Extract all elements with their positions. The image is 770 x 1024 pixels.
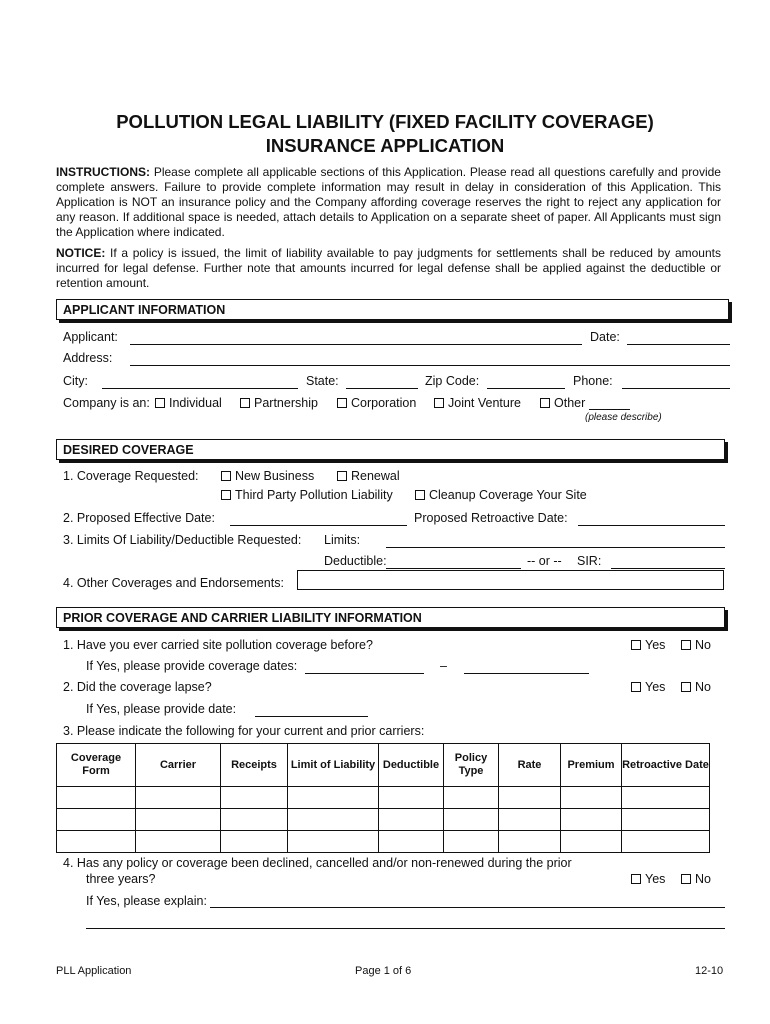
- checkbox-corporation[interactable]: [337, 398, 347, 408]
- checkbox-partnership[interactable]: [240, 398, 250, 408]
- table-cell[interactable]: [499, 787, 561, 809]
- table-cell[interactable]: [221, 831, 288, 853]
- option-individual[interactable]: [155, 396, 222, 410]
- or-separator: -- or --: [527, 554, 562, 568]
- table-cell[interactable]: [288, 787, 379, 809]
- applicant-label: Applicant:: [63, 330, 118, 344]
- option-corporation-label: Corporation: [351, 396, 417, 410]
- checkbox-renewal[interactable]: [337, 471, 347, 481]
- prior-q2-no[interactable]: [681, 680, 711, 694]
- option-partnership-label: Partnership: [254, 396, 318, 410]
- header-retroactive-date: Retroactive Date: [622, 744, 710, 787]
- phone-label: Phone:: [573, 374, 613, 388]
- city-label: City:: [63, 374, 88, 388]
- header-limit-of-liability: Limit of Liability: [288, 744, 379, 787]
- q2-effective-date: 2. Proposed Effective Date:: [63, 511, 215, 525]
- table-cell[interactable]: [622, 809, 710, 831]
- prior-q2-yes[interactable]: [631, 680, 665, 694]
- renewal-label: Renewal: [351, 469, 400, 483]
- q4-other-coverages: 4. Other Coverages and Endorsements:: [63, 576, 284, 590]
- table-cell[interactable]: [379, 809, 444, 831]
- footer-left: PLL Application: [56, 965, 132, 977]
- limits-label: Limits:: [324, 533, 361, 547]
- footer-right: 12-10: [695, 965, 724, 977]
- q4-no-label: No: [695, 872, 711, 886]
- option-other[interactable]: [540, 396, 585, 410]
- explain-label: If Yes, please explain:: [86, 894, 207, 908]
- q1-yes-label: Yes: [645, 638, 666, 652]
- title-line-1: POLLUTION LEGAL LIABILITY (FIXED FACILITY COVERAGE): [116, 111, 654, 132]
- notice-paragraph: [56, 246, 721, 291]
- cleanup-label: Cleanup Coverage Your Site: [429, 488, 587, 502]
- address-label: Address:: [63, 351, 113, 365]
- retroactive-date-field[interactable]: [578, 525, 725, 526]
- checkbox-joint-venture[interactable]: [434, 398, 444, 408]
- option-renewal[interactable]: [337, 469, 400, 483]
- explain-field-line-1[interactable]: [210, 907, 725, 908]
- lapse-date-label: If Yes, please provide date:: [86, 702, 237, 716]
- table-cell[interactable]: [57, 831, 136, 853]
- applicant-field[interactable]: [130, 344, 582, 345]
- checkbox-new-business[interactable]: [221, 471, 231, 481]
- carrier-table: [56, 743, 710, 853]
- company-type-label: Company is an:: [63, 396, 150, 410]
- carrier-table-header: [57, 744, 710, 787]
- option-joint-venture[interactable]: [434, 396, 521, 410]
- table-row: [57, 809, 710, 831]
- header-carrier: Carrier: [136, 744, 221, 787]
- table-cell[interactable]: [561, 809, 622, 831]
- other-describe-field[interactable]: [589, 409, 630, 410]
- prior-q4-yes[interactable]: [631, 872, 665, 886]
- title-line-2: INSURANCE APPLICATION: [265, 135, 505, 156]
- checkbox-q1-no[interactable]: [681, 640, 691, 650]
- phone-field[interactable]: [622, 388, 730, 389]
- header-premium: Premium: [561, 744, 622, 787]
- state-field[interactable]: [346, 388, 418, 389]
- header-deductible: Deductible: [379, 744, 444, 787]
- table-row: [57, 787, 710, 809]
- table-cell[interactable]: [221, 787, 288, 809]
- zip-field[interactable]: [487, 388, 565, 389]
- checkbox-q1-yes[interactable]: [631, 640, 641, 650]
- coverage-date-from-field[interactable]: [305, 673, 424, 674]
- checkbox-third-party[interactable]: [221, 490, 231, 500]
- header-coverage-form: Coverage Form: [57, 744, 136, 787]
- table-cell[interactable]: [444, 831, 499, 853]
- option-partnership[interactable]: [240, 396, 318, 410]
- explain-field-line-2[interactable]: [86, 928, 725, 929]
- please-describe-note: (please describe): [585, 412, 662, 423]
- option-other-label: Other: [554, 396, 586, 410]
- table-row: [57, 831, 710, 853]
- coverage-dates-label: If Yes, please provide coverage dates:: [86, 659, 298, 673]
- table-cell[interactable]: [444, 809, 499, 831]
- header-policy-type: Policy Type: [444, 744, 499, 787]
- new-business-label: New Business: [235, 469, 315, 483]
- table-cell[interactable]: [57, 787, 136, 809]
- state-label: State:: [306, 374, 339, 388]
- prior-q1-yes[interactable]: [631, 638, 665, 652]
- prior-q3: 3. Please indicate the following for your current and prior carriers:: [63, 724, 425, 738]
- table-cell[interactable]: [288, 831, 379, 853]
- address-field[interactable]: [130, 365, 730, 366]
- section-applicant-heading: APPLICANT INFORMATION: [56, 299, 729, 320]
- checkbox-q2-no[interactable]: [681, 682, 691, 692]
- instructions-text: Please complete all applicable sections of this Application. Please read all questions carefully and provide complete answers. Failure to provide complete information may result in delay in consideration of this Application. This Application is NOT an insurance policy and the Company affording coverage reserves the right to reject any application for any reason. If additional space is needed, attach details to Application on a separate sheet of paper. All Applicants must sign the Application where indicated.: [56, 165, 721, 239]
- coverage-date-to-field[interactable]: [464, 673, 589, 674]
- table-cell[interactable]: [561, 831, 622, 853]
- other-coverages-box[interactable]: [297, 570, 724, 590]
- checkbox-cleanup[interactable]: [415, 490, 425, 500]
- effective-date-field[interactable]: [230, 525, 407, 526]
- q2-yes-label: Yes: [645, 680, 666, 694]
- table-cell[interactable]: [561, 787, 622, 809]
- table-cell[interactable]: [57, 809, 136, 831]
- notice-label: NOTICE:: [56, 246, 106, 260]
- footer-page-number: Page 1 of 6: [355, 965, 412, 977]
- q4-yes-label: Yes: [645, 872, 666, 886]
- checkbox-q2-yes[interactable]: [631, 682, 641, 692]
- third-party-label: Third Party Pollution Liability: [235, 488, 393, 502]
- table-cell[interactable]: [379, 787, 444, 809]
- q2-no-label: No: [695, 680, 711, 694]
- table-cell[interactable]: [136, 809, 221, 831]
- deductible-label: Deductible:: [324, 554, 387, 568]
- prior-q4-line2: three years?: [86, 872, 156, 886]
- deductible-field[interactable]: [386, 568, 521, 569]
- sir-label: SIR:: [577, 554, 602, 568]
- notice-text: If a policy is issued, the limit of liability available to pay judgments for settlements shall be reduced by amounts incurred for legal defense. Further note that amounts incurred for legal defense shall be applied against the deductible or retention amount.: [56, 246, 721, 290]
- option-individual-label: Individual: [169, 396, 222, 410]
- option-cleanup[interactable]: [415, 488, 587, 502]
- date-label: Date:: [590, 330, 620, 344]
- table-cell[interactable]: [379, 831, 444, 853]
- table-cell[interactable]: [622, 787, 710, 809]
- table-cell[interactable]: [444, 787, 499, 809]
- limits-field[interactable]: [386, 547, 725, 548]
- checkbox-q4-no[interactable]: [681, 874, 691, 884]
- table-cell[interactable]: [499, 831, 561, 853]
- table-cell[interactable]: [499, 809, 561, 831]
- sir-field[interactable]: [611, 568, 725, 569]
- option-joint-venture-label: Joint Venture: [448, 396, 521, 410]
- prior-q2: 2. Did the coverage lapse?: [63, 680, 212, 694]
- q1-no-label: No: [695, 638, 711, 652]
- checkbox-q4-yes[interactable]: [631, 874, 641, 884]
- option-third-party[interactable]: [221, 488, 393, 502]
- instructions-label: INSTRUCTIONS:: [56, 165, 150, 179]
- q1-coverage-requested: 1. Coverage Requested:: [63, 469, 199, 483]
- prior-q4-no[interactable]: [681, 872, 711, 886]
- lapse-date-field[interactable]: [255, 716, 368, 717]
- q3-limits-deductible: 3. Limits Of Liability/Deductible Requested:: [63, 533, 302, 547]
- section-desired-heading: DESIRED COVERAGE: [56, 439, 725, 460]
- header-rate: Rate: [499, 744, 561, 787]
- checkbox-other[interactable]: [540, 398, 550, 408]
- date-range-dash: –: [440, 659, 447, 673]
- checkbox-individual[interactable]: [155, 398, 165, 408]
- option-new-business[interactable]: [221, 469, 314, 483]
- zip-label: Zip Code:: [425, 374, 480, 388]
- table-cell[interactable]: [288, 809, 379, 831]
- table-cell[interactable]: [622, 831, 710, 853]
- instructions-paragraph: [56, 165, 721, 240]
- retroactive-date-label: Proposed Retroactive Date:: [414, 511, 568, 525]
- option-corporation[interactable]: [337, 396, 416, 410]
- table-cell[interactable]: [221, 809, 288, 831]
- city-field[interactable]: [102, 388, 298, 389]
- table-cell[interactable]: [136, 831, 221, 853]
- header-receipts: Receipts: [221, 744, 288, 787]
- date-field[interactable]: [627, 344, 730, 345]
- prior-q1: 1. Have you ever carried site pollution coverage before?: [63, 638, 373, 652]
- prior-q1-no[interactable]: [681, 638, 711, 652]
- prior-q4-line1: 4. Has any policy or coverage been declined, cancelled and/or non-renewed during the prior: [63, 856, 572, 870]
- table-cell[interactable]: [136, 787, 221, 809]
- section-prior-heading: PRIOR COVERAGE AND CARRIER LIABILITY INFORMATION: [56, 607, 725, 628]
